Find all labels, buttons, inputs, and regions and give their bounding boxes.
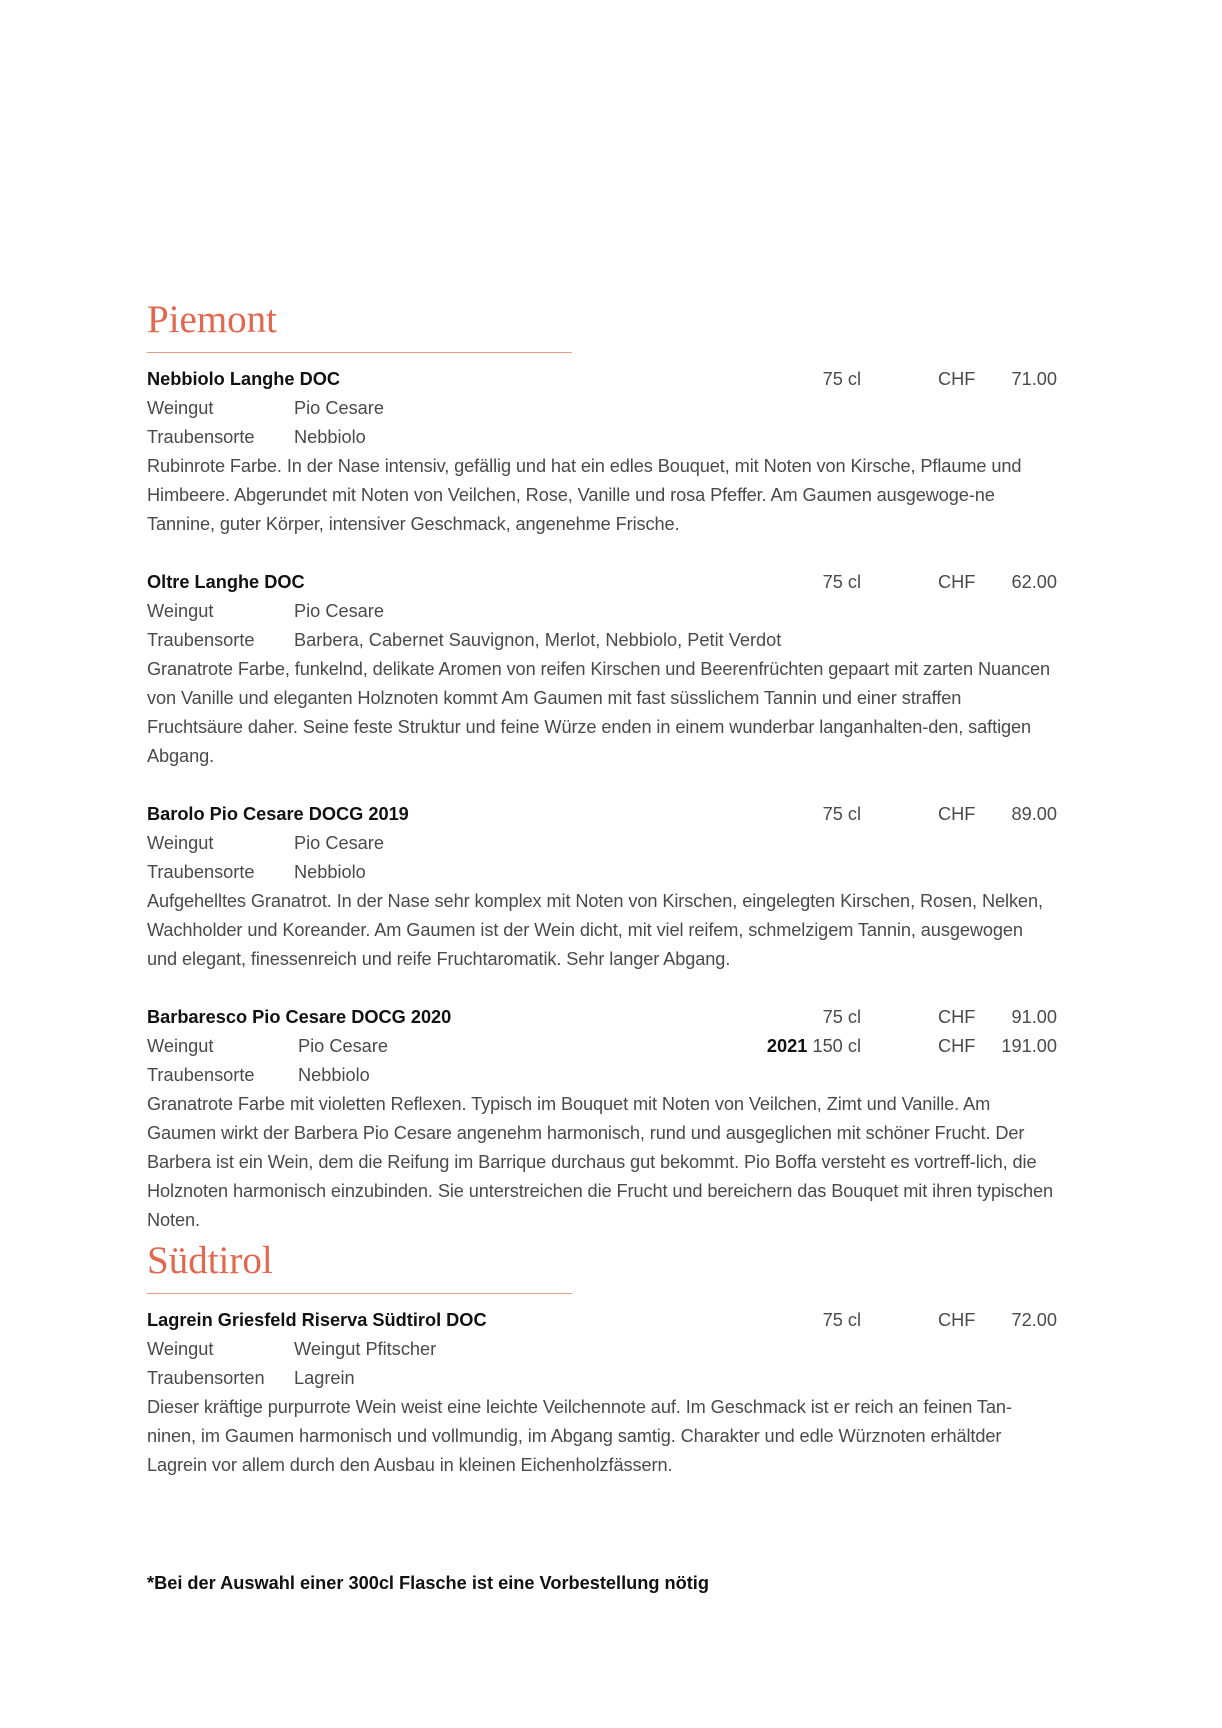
grape-label: Traubensorte: [147, 862, 255, 882]
grape-value: Nebbiolo: [298, 1065, 370, 1085]
winery-value: Weingut Pfitscher: [294, 1339, 437, 1359]
wine-entry: [147, 800, 1057, 974]
grape-row: [147, 626, 1057, 655]
winery-row: [147, 1335, 1057, 1364]
wine-name: Barolo Pio Cesare DOCG 2019: [147, 804, 409, 824]
winery-label: Weingut: [147, 1339, 214, 1359]
wine-price: 89.00: [1011, 804, 1057, 824]
winery-label: Weingut: [147, 833, 214, 853]
winery-value: Pio Cesare: [294, 833, 384, 853]
section-title-suedtirol: Südtirol: [147, 1239, 273, 1282]
winery-row: [147, 394, 1057, 423]
wine-header-row: [147, 1003, 1057, 1032]
wine-header-row: [147, 1306, 1057, 1335]
alt-volume: 150 cl: [812, 1036, 861, 1056]
winery-value: Pio Cesare: [294, 601, 384, 621]
alt-vintage-volume: [767, 1032, 861, 1061]
wine-volume: 75 cl: [822, 369, 861, 389]
wine-currency: CHF: [938, 804, 976, 824]
section-title-piemont: Piemont: [147, 298, 278, 341]
winery-row: [147, 829, 1057, 858]
wine-currency: CHF: [938, 1310, 976, 1330]
grape-label: Traubensorte: [147, 1065, 255, 1085]
wine-header-row: [147, 568, 1057, 597]
wine-volume: 75 cl: [822, 572, 861, 592]
winery-row: [147, 597, 1057, 626]
wine-entry: [147, 1003, 1057, 1235]
wine-description: Granatrote Farbe, funkelnd, delikate Aromen von reifen Kirschen und Beerenfrüchten gepaart mit zarten Nuancen von Vanille und eleganten Holznoten kommt Am Gaumen mit fast süsslichem Tannin und einer straffen Fruchtsäure daher. Seine feste Struktur und feine Würze enden in einem wunderbar langanhalten-den, saftigen Abgang.: [147, 659, 1051, 766]
wine-volume: 75 cl: [822, 804, 861, 824]
wine-price: 72.00: [1011, 1310, 1057, 1330]
grape-row: [147, 1364, 1057, 1393]
grape-value: Lagrein: [294, 1368, 355, 1388]
alt-currency: CHF: [938, 1036, 976, 1056]
wine-name: Lagrein Griesfeld Riserva Südtirol DOC: [147, 1310, 487, 1330]
wine-name: Barbaresco Pio Cesare DOCG 2020: [147, 1007, 452, 1027]
wine-price: 91.00: [1011, 1007, 1057, 1027]
grape-row: [147, 1061, 1057, 1090]
wine-header-row: [147, 800, 1057, 829]
wine-currency: CHF: [938, 369, 976, 389]
wine-entry: [147, 1306, 1057, 1480]
wine-name: Nebbiolo Langhe DOC: [147, 369, 340, 389]
wine-price: 71.00: [1011, 369, 1057, 389]
grape-label: Traubensorten: [147, 1368, 265, 1388]
grape-value: Nebbiolo: [294, 427, 366, 447]
grape-row: [147, 423, 1057, 452]
wine-header-row: [147, 365, 1057, 394]
winery-value: Pio Cesare: [294, 398, 384, 418]
winery-label: Weingut: [147, 1036, 214, 1056]
wine-description: Aufgehelltes Granatrot. In der Nase sehr komplex mit Noten von Kirschen, eingelegten Kirschen, Rosen, Nelken, Wachholder und Koreander. Am Gaumen ist der Wein dicht, mit viel reifem, schmelzigem Tannin, ausgewogen und elegant, finessenreich und reife Fruchtaromatik. Sehr langer Abgang.: [147, 891, 1043, 969]
alt-vintage-year: 2021: [766, 1036, 808, 1056]
wine-description: Dieser kräftige purpurrote Wein weist eine leichte Veilchennote auf. Im Geschmack ist er reich an feinen Tan-ninen, im Gaumen harmonisch und vollmundig, im Abgang samtig. Charakter und edle Würznoten erhältder Lagrein vor allem durch den Ausbau in kleinen Eichenholzfässern.: [147, 1397, 1012, 1475]
winery-value: Pio Cesare: [298, 1036, 388, 1056]
footnote: *Bei der Auswahl einer 300cl Flasche ist eine Vorbestellung nötig: [147, 1573, 709, 1593]
wine-name: Oltre Langhe DOC: [147, 572, 305, 592]
wine-description: Rubinrote Farbe. In der Nase intensiv, gefällig und hat ein edles Bouquet, mit Noten von Kirsche, Pflaume und Himbeere. Abgerundet mit Noten von Veilchen, Rose, Vanille und rosa Pfeffer. Am Gaumen ausgewoge-ne Tannine, guter Körper, intensiver Geschmack, angenehme Frische.: [147, 456, 1022, 534]
wine-entry: [147, 568, 1057, 771]
grape-label: Traubensorte: [147, 630, 255, 650]
wine-price: 62.00: [1011, 572, 1057, 592]
winery-row: [147, 1032, 1057, 1061]
wine-currency: CHF: [938, 572, 976, 592]
grape-value: Nebbiolo: [294, 862, 366, 882]
grape-label: Traubensorte: [147, 427, 255, 447]
winery-label: Weingut: [147, 601, 214, 621]
grape-row: [147, 858, 1057, 887]
wine-list: [147, 300, 1057, 1480]
wine-entry: [147, 365, 1057, 539]
wine-volume: 75 cl: [822, 1310, 861, 1330]
wine-description: Granatrote Farbe mit violetten Reflexen. Typisch im Bouquet mit Noten von Veilchen, Zimt und Vanille. Am Gaumen wirkt der Barbera Pio Cesare angenehm harmonisch, rund und ausgeglichen mit schöner Frucht. Der Barbera ist ein Wein, dem die Reifung im Barrique durchaus gut bekommt. Pio Boffa versteht es vortreff-lich, die Holznoten harmonisch einzubinden. Sie unterstreichen die Frucht und bereichern das Bouquet mit ihren typischen Noten.: [147, 1094, 1053, 1230]
winery-label: Weingut: [147, 398, 214, 418]
wine-volume: 75 cl: [822, 1007, 861, 1027]
alt-price: 191.00: [1001, 1036, 1057, 1056]
grape-value: Barbera, Cabernet Sauvignon, Merlot, Nebbiolo, Petit Verdot: [294, 630, 782, 650]
wine-currency: CHF: [938, 1007, 976, 1027]
